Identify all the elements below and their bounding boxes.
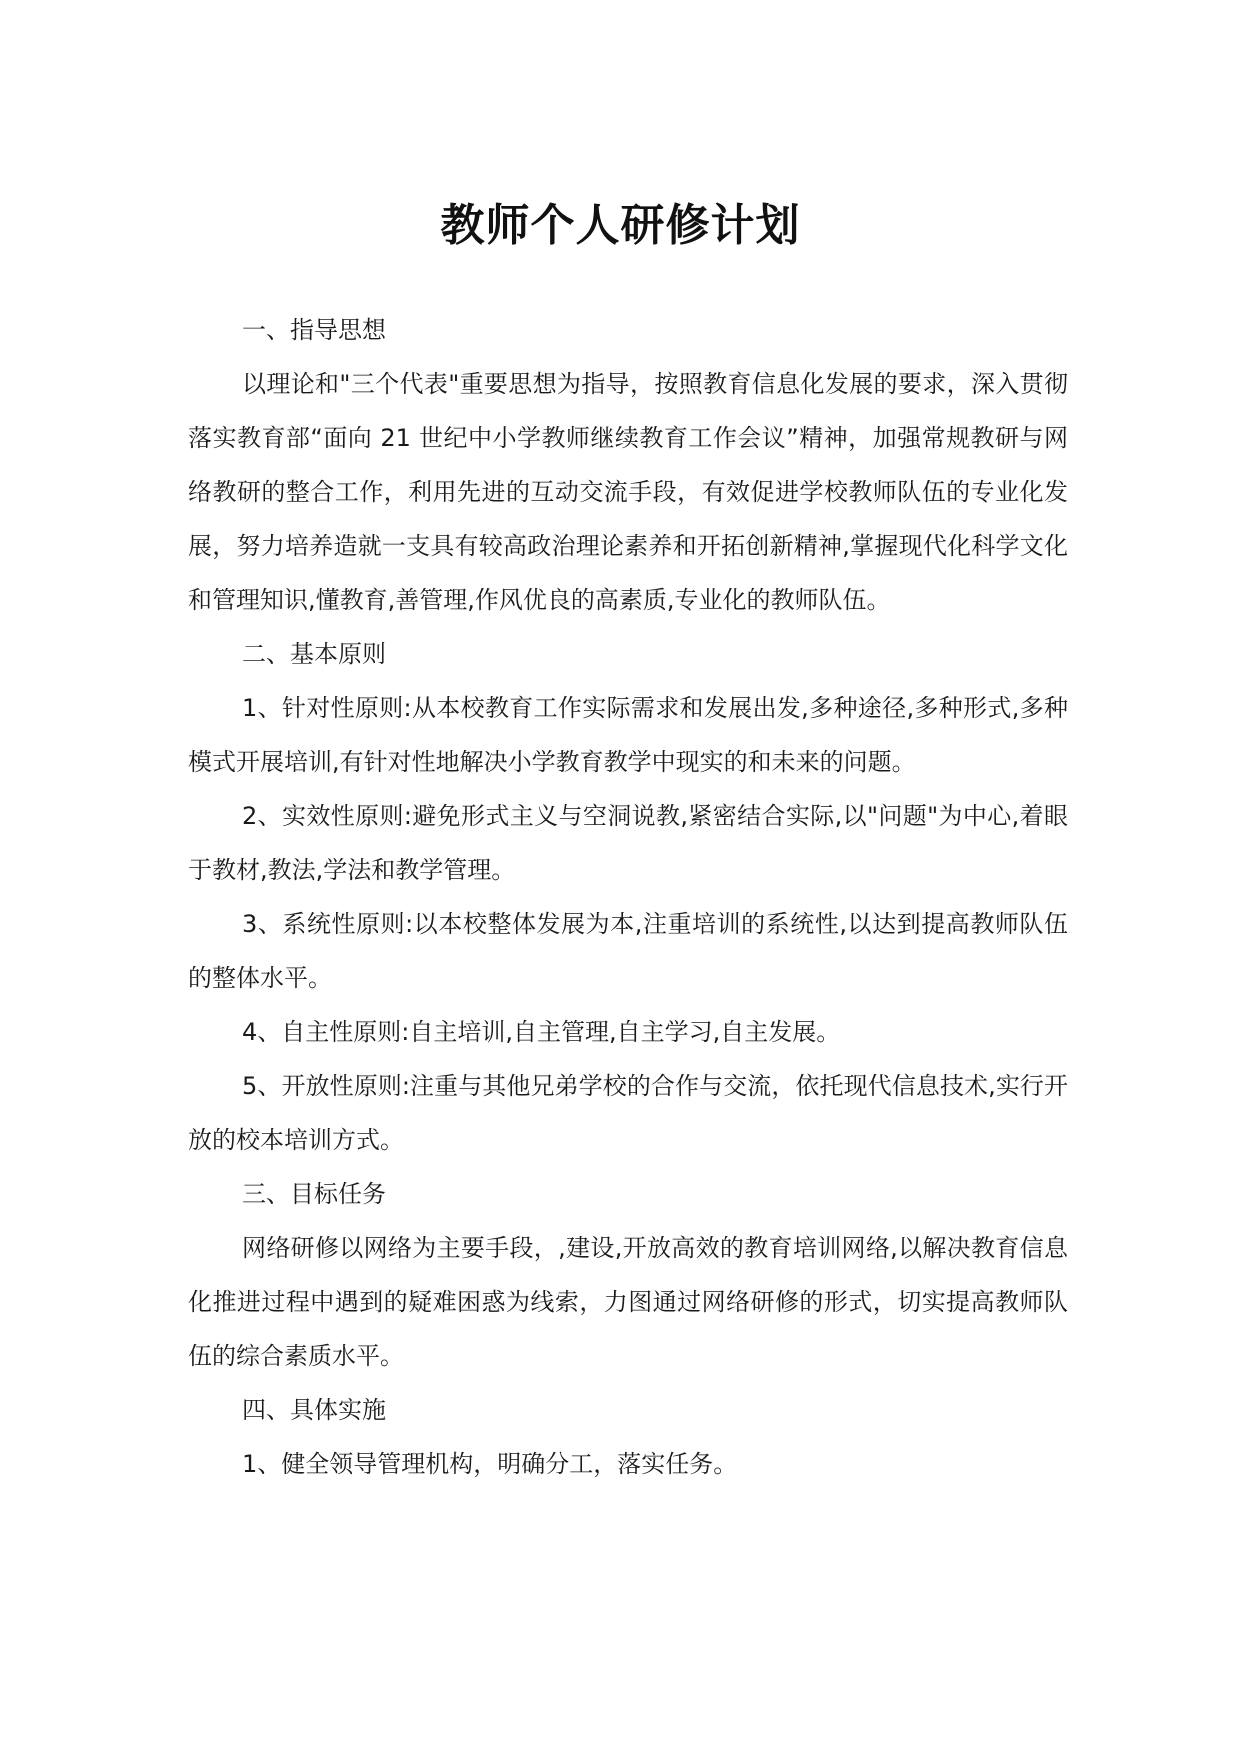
section-heading-goals: 三、目标任务 [242,1180,386,1208]
paragraph-goals: 网络研修以网络为主要手段，,建设,开放高效的教育培训网络,以解决教育信息化推进过程中遇到的疑难困惑为线索，力图通过网络研修的形式，切实提高教师队伍的综合素质水平。 [188,1234,1068,1370]
paragraph-principle-3: 3、系统性原则:以本校整体发展为本,注重培训的系统性,以达到提高教师队伍的整体水平。 [188,910,1068,992]
paragraph-principle-5: 5、开放性原则:注重与其他兄弟学校的合作与交流，依托现代信息技术,实行开放的校本培训方式。 [188,1072,1068,1154]
paragraph-guiding-ideology: 以理论和"三个代表"重要思想为指导，按照教育信息化发展的要求，深入贯彻落实教育部“面向 21 世纪中小学教师继续教育工作会议”精神，加强常规教研与网络教研的整合工作，利用先进的互动交流手段，有效促进学校教师队伍的专业化发展，努力培养造就一支具有较高政治理论素养和开拓创新精神,掌握现代化科学文化和管理知识,懂教育,善管理,作风优良的高素质,专业化的教师队伍。 [188,370,1068,614]
section-heading-implementation: 四、具体实施 [242,1396,386,1424]
section-heading-guiding-ideology: 一、指导思想 [242,316,386,344]
paragraph-principle-1: 1、针对性原则:从本校教育工作实际需求和发展出发,多种途径,多种形式,多种模式开展培训,有针对性地解决小学教育教学中现实的和未来的问题。 [188,694,1068,776]
section-heading-basic-principles: 二、基本原则 [242,640,386,668]
paragraph-principle-4: 4、自主性原则:自主培训,自主管理,自主学习,自主发展。 [242,1018,841,1046]
paragraph-principle-2: 2、实效性原则:避免形式主义与空洞说教,紧密结合实际,以"问题"为中心,着眼于教材,教法,学法和教学管理。 [188,802,1068,884]
paragraph-implementation-1: 1、健全领导管理机构，明确分工，落实任务。 [242,1450,738,1478]
document-title: 教师个人研修计划 [440,200,801,251]
document-body [188,303,1068,1491]
